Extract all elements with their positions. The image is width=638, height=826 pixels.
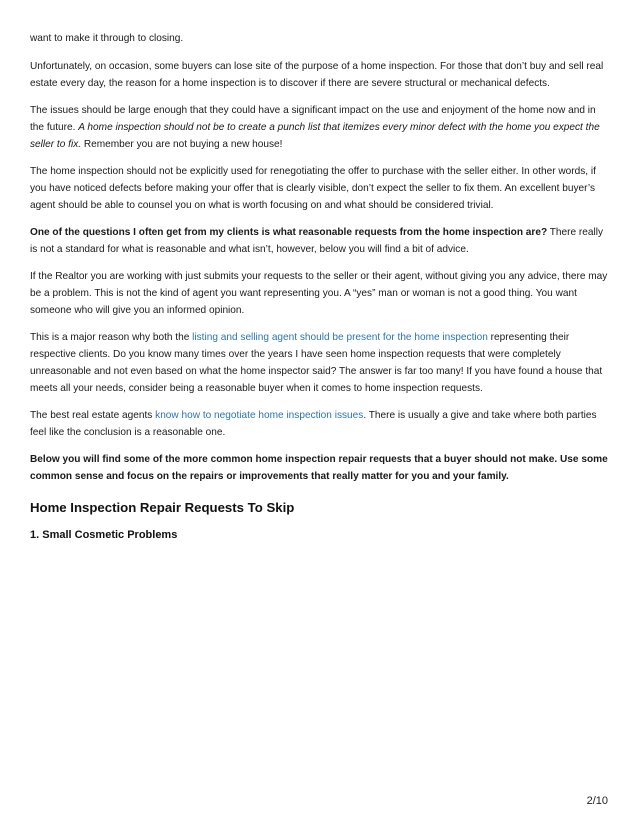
paragraph-purpose: Unfortunately, on occasion, some buyers can lose site of the purpose of a home inspection. For those that don’t buy and sell real estate every day, the reason for a home inspection is to discover if there are severe structural or mechanical defects. <box>30 61 604 89</box>
paragraph-major-reason <box>30 329 608 397</box>
paragraph-closing: want to make it through to closing. <box>30 33 184 44</box>
paragraph-questions <box>30 224 608 258</box>
paragraph-best-agents <box>30 407 608 441</box>
issues-text-end: Remember you are not buying a new house! <box>81 139 283 150</box>
page-number: 2/10 <box>586 795 608 807</box>
issues-text-start: The issues should be large enough that they could have a significant impact on the use and enjoyment of the home now and in the future. <box>30 105 596 133</box>
best-agents-text-end: . There is usually a give and take where both parties feel like the conclusion is a reasonable one. <box>30 410 597 438</box>
paragraph-issues <box>30 102 608 153</box>
negotiate-inspection-link[interactable]: know how to negotiate home inspection issues <box>155 410 364 421</box>
questions-bold-text: One of the questions I often get from my clients is what reasonable requests from the home inspection are? <box>30 227 548 238</box>
paragraph-renegotiating: The home inspection should not be explicitly used for renegotiating the offer to purchase with the seller either. In other words, if you have noticed defects before making your offer that is clearly visible, don’t expect the seller to fix them. An excellent buyer’s agent should be able to counsel you on what is worth focusing on and what should be considered trivial. <box>30 166 596 211</box>
issues-italic-text: A home inspection should not be to create a punch list that itemizes every minor defect with the home you expect the seller to fix. <box>30 122 600 150</box>
common-requests-bold-text: Below you will find some of the more common home inspection repair requests that a buyer should not make. Use some common sense and focus on the repairs or improvements that really matter for you and your family. <box>30 454 608 482</box>
best-agents-text-start: The best real estate agents <box>30 410 156 421</box>
major-reason-text-end: representing their respective clients. Do you know many times over the years I have seen home inspection requests that were completely unreasonable and not even based on what the home inspector said? The answer is far too many! If you have found a house that meets all your needs, consider being a reasonable buyer when it comes to home inspection requests. <box>30 332 603 394</box>
section-heading: Home Inspection Repair Requests To Skip <box>30 500 295 515</box>
major-reason-text-start: This is a major reason why both the <box>30 332 193 343</box>
subsection-heading: 1. Small Cosmetic Problems <box>30 529 178 541</box>
questions-text-rest: There really is not a standard for what is reasonable and what isn’t, however, below you will find a bit of advice. <box>30 227 604 255</box>
listing-selling-agent-link[interactable]: listing and selling agent should be present for the home inspection <box>192 332 488 343</box>
paragraph-common-requests <box>30 451 608 485</box>
paragraph-realtor: If the Realtor you are working with just submits your requests to the seller or their agent, without giving you any advice, there may be a problem. This is not the kind of agent you want representing you. A “yes” man or woman is not a good thing. You want someone who will give you an informed opinion. <box>30 271 608 316</box>
